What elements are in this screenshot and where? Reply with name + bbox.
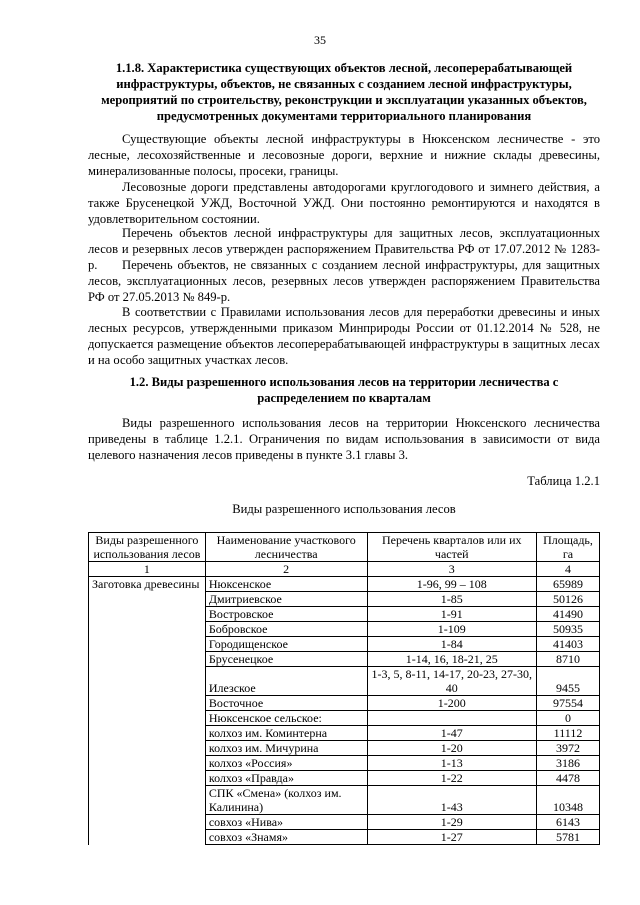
- title-line: предусмотренных документами территориального планирования: [156, 109, 532, 123]
- paragraph: Лесовозные дороги представлены автодорогами круглогодового и зимнего действия, а также Брусенецкой УЖД, Восточной УЖД. Они постоянно ремонтируются и находятся в удовлетворительном состоянии.: [88, 180, 600, 226]
- column-number: 3: [367, 562, 537, 577]
- section-1-2-title: [88, 374, 600, 406]
- column-number: 4: [537, 562, 600, 577]
- area-cell: 5781: [537, 830, 600, 845]
- quarters-cell: 1-29: [367, 815, 537, 830]
- quarters-cell: 1-27: [367, 830, 537, 845]
- column-header: Площадь, га: [537, 533, 600, 562]
- quarters-cell: 1-84: [367, 637, 537, 652]
- forestry-name-cell: Бобровское: [205, 622, 367, 637]
- forestry-name-cell: колхоз им. Мичурина: [205, 741, 367, 756]
- area-cell: 50935: [537, 622, 600, 637]
- area-cell: 97554: [537, 696, 600, 711]
- paragraph: Существующие объекты лесной инфраструктуры в Нюксенском лесничестве - это лесные, лесохозяйственные и лесовозные дороги, верхние и нижние склады древесины, минерализованные полосы, просеки, границы.: [88, 132, 600, 178]
- quarters-cell: 1-13: [367, 756, 537, 771]
- forestry-name-cell: СПК «Смена» (колхоз им. Калинина): [205, 786, 367, 815]
- quarters-cell: 1-109: [367, 622, 537, 637]
- paragraph: Виды разрешенного использования лесов на территории Нюксенского лесничества приведены в таблице 1.2.1. Ограничения по видам использования в зависимости от вида целевого назначения лесов приведены в пункте 3.1 главы 3.: [88, 416, 600, 462]
- column-header: Наименование участкового лесничества: [205, 533, 367, 562]
- area-cell: 8710: [537, 652, 600, 667]
- paragraph: В соответствии с Правилами использования лесов для переработки древесины и иных лесных ресурсов, утвержденными приказом Минприроды России от 01.12.2014 № 528, не допускается размещение объектов лесоперерабатывающей инфраструктуры в защитных лесах и на особо защитных участках лесов.: [88, 305, 600, 367]
- forestry-name-cell: Брусенецкое: [205, 652, 367, 667]
- paragraph: Перечень объектов, не связанных с созданием лесной инфраструктуры, для защитных лесов, эксплуатационных лесов, резервных лесов утвержден распоряжением Правительства РФ от 27.05.2013 № 849-р.: [88, 258, 600, 304]
- area-cell: 3972: [537, 741, 600, 756]
- area-cell: 9455: [537, 667, 600, 696]
- forestry-name-cell: Илезское: [205, 667, 367, 696]
- area-cell: 41490: [537, 607, 600, 622]
- quarters-cell: 1-200: [367, 696, 537, 711]
- column-number: 1: [89, 562, 206, 577]
- area-cell: 6143: [537, 815, 600, 830]
- forestry-name-cell: Нюксенское: [205, 577, 367, 592]
- quarters-cell: 1-85: [367, 592, 537, 607]
- area-cell: 10348: [537, 786, 600, 815]
- column-header: Перечень кварталов или их частей: [367, 533, 537, 562]
- forestry-name-cell: колхоз им. Коминтерна: [205, 726, 367, 741]
- quarters-cell: [367, 711, 537, 726]
- column-number: 2: [205, 562, 367, 577]
- table-number-row: [89, 562, 600, 577]
- forestry-name-cell: совхоз «Нива»: [205, 815, 367, 830]
- table-header-row: [89, 533, 600, 562]
- forestry-name-cell: совхоз «Знамя»: [205, 830, 367, 845]
- paragraph: Перечень объектов лесной инфраструктуры для защитных лесов, эксплуатационных лесов и резервных лесов утвержден распоряжением Правительства РФ от 17.07.2012 № 1283-р.: [88, 226, 600, 272]
- forestry-name-cell: Востровское: [205, 607, 367, 622]
- quarters-cell: 1-91: [367, 607, 537, 622]
- quarters-cell: 1-43: [367, 786, 537, 815]
- area-cell: 65989: [537, 577, 600, 592]
- area-cell: 41403: [537, 637, 600, 652]
- forestry-name-cell: Восточное: [205, 696, 367, 711]
- column-header: Виды разрешенного использования лесов: [89, 533, 206, 562]
- area-cell: 0: [537, 711, 600, 726]
- forestry-name-cell: Нюксенское сельское:: [205, 711, 367, 726]
- table-caption: Виды разрешенного использования лесов: [232, 502, 456, 516]
- forestry-name-cell: колхоз «Россия»: [205, 756, 367, 771]
- title-line: 1.1.8. Характеристика существующих объектов лесной, лесоперерабатывающей: [115, 61, 573, 75]
- title-line: 1.2. Виды разрешенного использования лесов на территории лесничества с: [129, 375, 559, 389]
- forestry-name-cell: Городищенское: [205, 637, 367, 652]
- area-cell: 3186: [537, 756, 600, 771]
- forest-use-table: [88, 532, 600, 845]
- area-cell: 4478: [537, 771, 600, 786]
- area-cell: 11112: [537, 726, 600, 741]
- quarters-cell: 1-96, 99 – 108: [367, 577, 537, 592]
- section-1-1-8-title: [88, 60, 600, 124]
- quarters-cell: 1-14, 16, 18-21, 25: [367, 652, 537, 667]
- area-cell: 50126: [537, 592, 600, 607]
- forestry-name-cell: Дмитриевское: [205, 592, 367, 607]
- quarters-cell: 1-22: [367, 771, 537, 786]
- forestry-name-cell: колхоз «Правда»: [205, 771, 367, 786]
- table-row: [89, 577, 600, 592]
- quarters-cell: 1-3, 5, 8-11, 14-17, 20-23, 27-30, 40: [367, 667, 537, 696]
- table-label: Таблица 1.2.1: [527, 474, 600, 488]
- title-line: мероприятий по строительству, реконструкции и эксплуатации указанных объектов,: [101, 93, 587, 107]
- use-type-cell: Заготовка древесины: [89, 577, 206, 845]
- title-line: распределением по кварталам: [257, 391, 431, 405]
- page-number: 35: [314, 33, 326, 47]
- title-line: инфраструктуры, объектов, не связанных с созданием лесной инфраструктуры,: [116, 77, 572, 91]
- quarters-cell: 1-47: [367, 726, 537, 741]
- quarters-cell: 1-20: [367, 741, 537, 756]
